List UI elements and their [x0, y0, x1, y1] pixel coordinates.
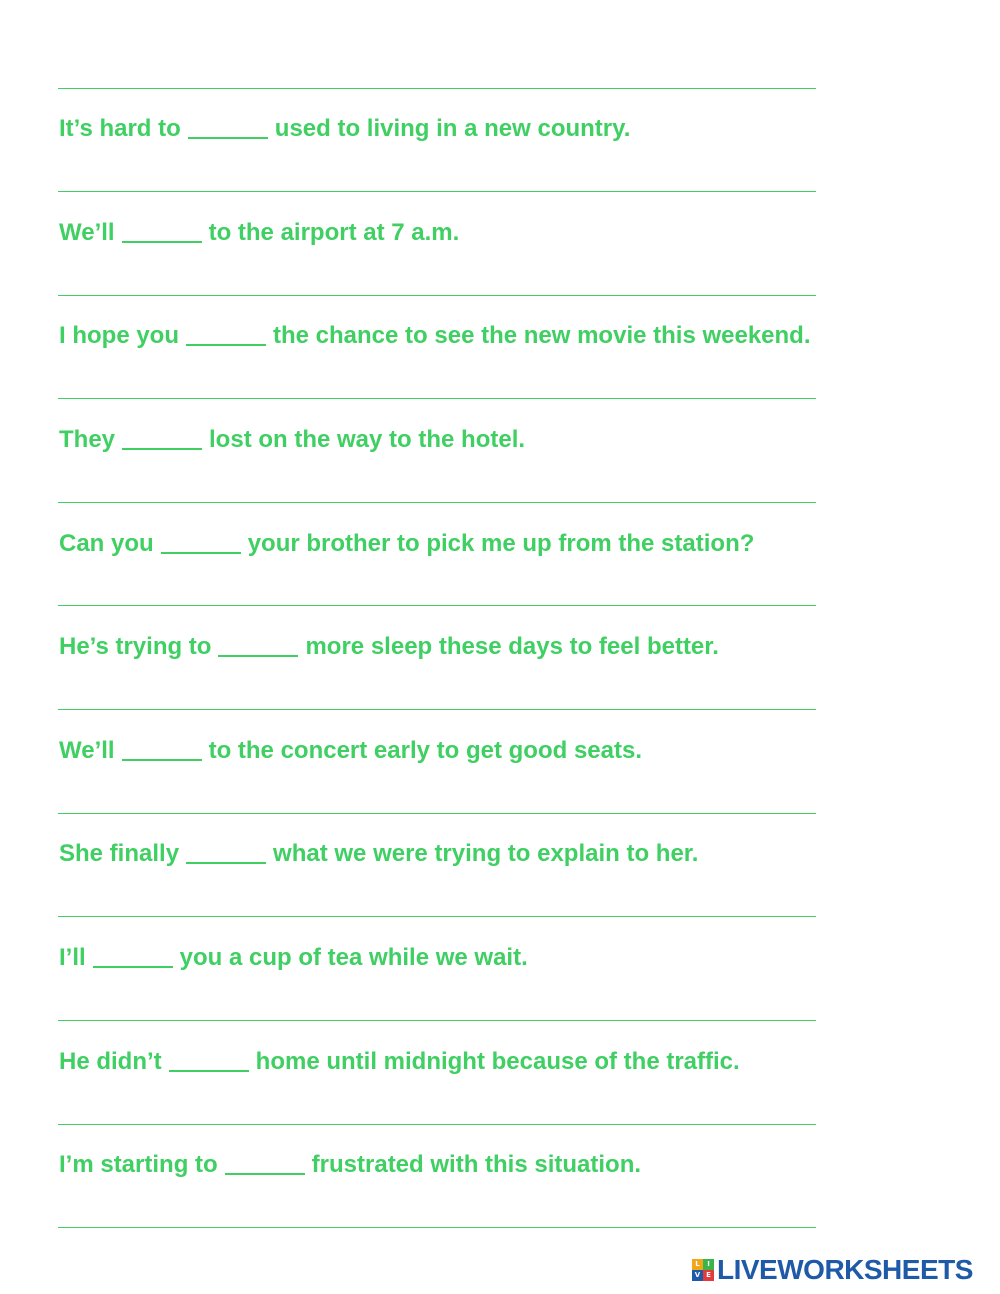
separator-line — [58, 1227, 816, 1228]
sentence-1 — [59, 111, 630, 147]
sentence-7 — [59, 733, 642, 769]
answer-field-2[interactable] — [58, 258, 816, 292]
separator-line — [58, 1124, 816, 1125]
sentence-start: I’ll — [59, 944, 86, 971]
blank-line — [186, 862, 266, 864]
sentence-5 — [59, 526, 754, 562]
sentence-end: lost on the way to the hotel. — [209, 426, 526, 453]
answer-field-7[interactable] — [58, 776, 816, 810]
separator-line — [58, 605, 816, 606]
answer-field-5[interactable] — [58, 569, 816, 603]
blank-line — [161, 552, 241, 554]
sentence-end: home until midnight because of the traffic. — [255, 1048, 740, 1075]
sentence-start: She finally — [59, 840, 180, 867]
answer-field-8[interactable] — [58, 879, 816, 913]
logo-tile-i: I — [703, 1259, 714, 1270]
answer-field-6[interactable] — [58, 672, 816, 706]
answer-field-4[interactable] — [58, 465, 816, 499]
liveworksheets-logo — [692, 1254, 973, 1286]
sentence-end: what we were trying to explain to her. — [273, 840, 699, 867]
separator-line — [58, 88, 816, 89]
sentence-start: We’ll — [59, 737, 115, 764]
separator-line — [58, 295, 816, 296]
logo-text: LIVEWORKSHEETS — [717, 1254, 973, 1285]
sentence-start: We’ll — [59, 219, 115, 246]
answer-field-11[interactable] — [58, 1190, 816, 1224]
logo-tile-l: L — [692, 1259, 703, 1270]
sentence-end: to the airport at 7 a.m. — [208, 219, 460, 246]
separator-line — [58, 398, 816, 399]
sentence-start: I hope you — [59, 322, 179, 349]
separator-line — [58, 191, 816, 192]
answer-field-1[interactable] — [58, 154, 816, 188]
sentence-start: They — [59, 426, 116, 453]
sentence-start: I’m starting to — [59, 1151, 218, 1178]
blank-line — [186, 344, 266, 346]
sentence-end: you a cup of tea while we wait. — [179, 944, 528, 971]
blank-line — [93, 966, 173, 968]
sentence-end: more sleep these days to feel better. — [305, 633, 719, 660]
sentence-start: Can you — [59, 530, 154, 557]
sentence-4 — [59, 422, 525, 458]
sentence-8 — [59, 836, 698, 872]
sentence-11 — [59, 1147, 641, 1183]
sentence-end: to the concert early to get good seats. — [208, 737, 642, 764]
blank-line — [225, 1173, 305, 1175]
separator-line — [58, 916, 816, 917]
separator-line — [58, 709, 816, 710]
blank-line — [122, 241, 202, 243]
logo-tile-v: V — [692, 1270, 703, 1281]
blank-line — [122, 759, 202, 761]
sentence-end: frustrated with this situation. — [311, 1151, 642, 1178]
blank-line — [122, 448, 202, 450]
sentence-start: It’s hard to — [59, 115, 181, 142]
blank-line — [218, 655, 298, 657]
answer-field-3[interactable] — [58, 361, 816, 395]
sentence-2 — [59, 215, 459, 251]
sentence-6 — [59, 629, 719, 665]
sentence-end: the chance to see the new movie this weekend. — [273, 322, 811, 349]
separator-line — [58, 813, 816, 814]
sentence-start: He didn’t — [59, 1048, 162, 1075]
blank-line — [169, 1070, 249, 1072]
liveworksheets-logo-icon — [692, 1259, 714, 1281]
sentence-3 — [59, 318, 811, 354]
sentence-9 — [59, 940, 528, 976]
sentence-end: used to living in a new country. — [274, 115, 631, 142]
sentence-end: your brother to pick me up from the station? — [247, 530, 755, 557]
answer-field-10[interactable] — [58, 1087, 816, 1121]
logo-tile-e: E — [703, 1270, 714, 1281]
sentence-start: He’s trying to — [59, 633, 212, 660]
sentence-10 — [59, 1044, 740, 1080]
separator-line — [58, 1020, 816, 1021]
separator-line — [58, 502, 816, 503]
blank-line — [188, 137, 268, 139]
answer-field-9[interactable] — [58, 983, 816, 1017]
